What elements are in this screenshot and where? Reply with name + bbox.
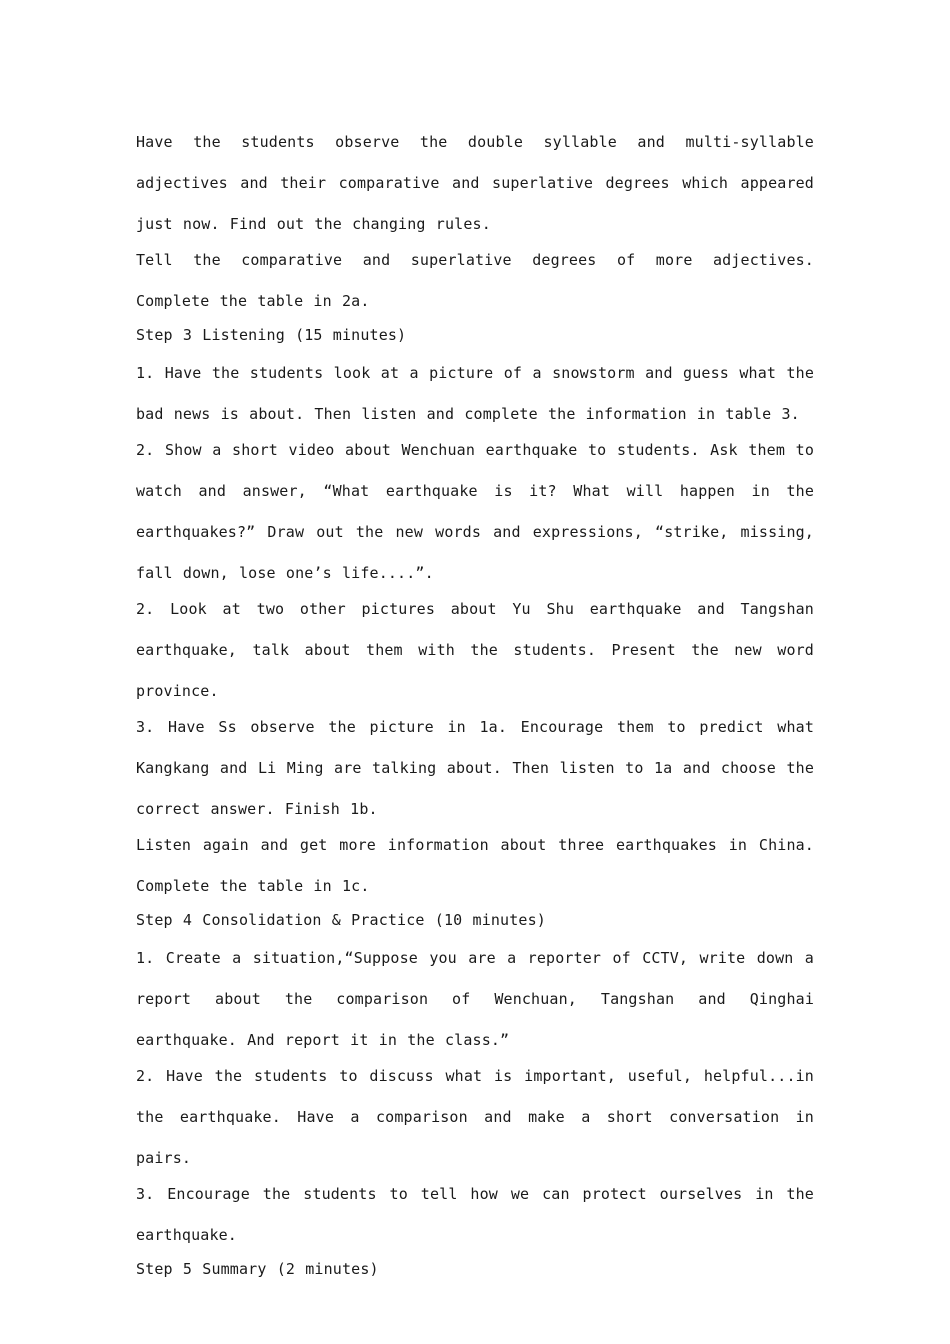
paragraph-listen-again: Listen again and get more information about three earthquakes in China. Complete the table in 1c.: [136, 836, 814, 895]
paragraph-protect-ourselves: 3. Encourage the students to tell how we can protect ourselves in the earthquake.: [136, 1185, 814, 1244]
document-body: [136, 122, 814, 1287]
paragraph-snowstorm-picture: 1. Have the students look at a picture of a snowstorm and guess what the bad news is about. Then listen and complete the information in table 3.: [136, 364, 814, 423]
heading-step-4-consolidation: Step 4 Consolidation & Practice (10 minutes): [136, 911, 546, 929]
heading-step-3-listening: Step 3 Listening (15 minutes): [136, 326, 407, 344]
paragraph-observe-1a: 3. Have Ss observe the picture in 1a. Encourage them to predict what Kangkang and Li Ming are talking about. Then listen to 1a and choose the correct answer. Finish 1b.: [136, 718, 814, 818]
heading-step-5-summary: Step 5 Summary (2 minutes): [136, 1260, 379, 1278]
paragraph-observe-adjectives: Have the students observe the double syllable and multi-syllable adjectives and their comparative and superlative degrees which appeared just now. Find out the changing rules.: [136, 133, 814, 233]
paragraph-wenchuan-video: 2. Show a short video about Wenchuan earthquake to students. Ask them to watch and answer, “What earthquake is it? What will happen in the earthquakes?” Draw out the new words and expressions, “strike, missing, fall down, lose one’s life....”.: [136, 441, 814, 582]
paragraph-discuss-important: 2. Have the students to discuss what is important, useful, helpful...in the earthquake. Have a comparison and make a short conversation in pairs.: [136, 1067, 814, 1167]
paragraph-tell-degrees: Tell the comparative and superlative degrees of more adjectives. Complete the table in 2a.: [136, 251, 814, 310]
paragraph-yushu-tangshan: 2. Look at two other pictures about Yu Shu earthquake and Tangshan earthquake, talk about them with the students. Present the new word province.: [136, 600, 814, 700]
paragraph-create-situation: 1. Create a situation,“Suppose you are a reporter of CCTV, write down a report about the comparison of Wenchuan, Tangshan and Qinghai earthquake. And report it in the class.”: [136, 949, 814, 1049]
